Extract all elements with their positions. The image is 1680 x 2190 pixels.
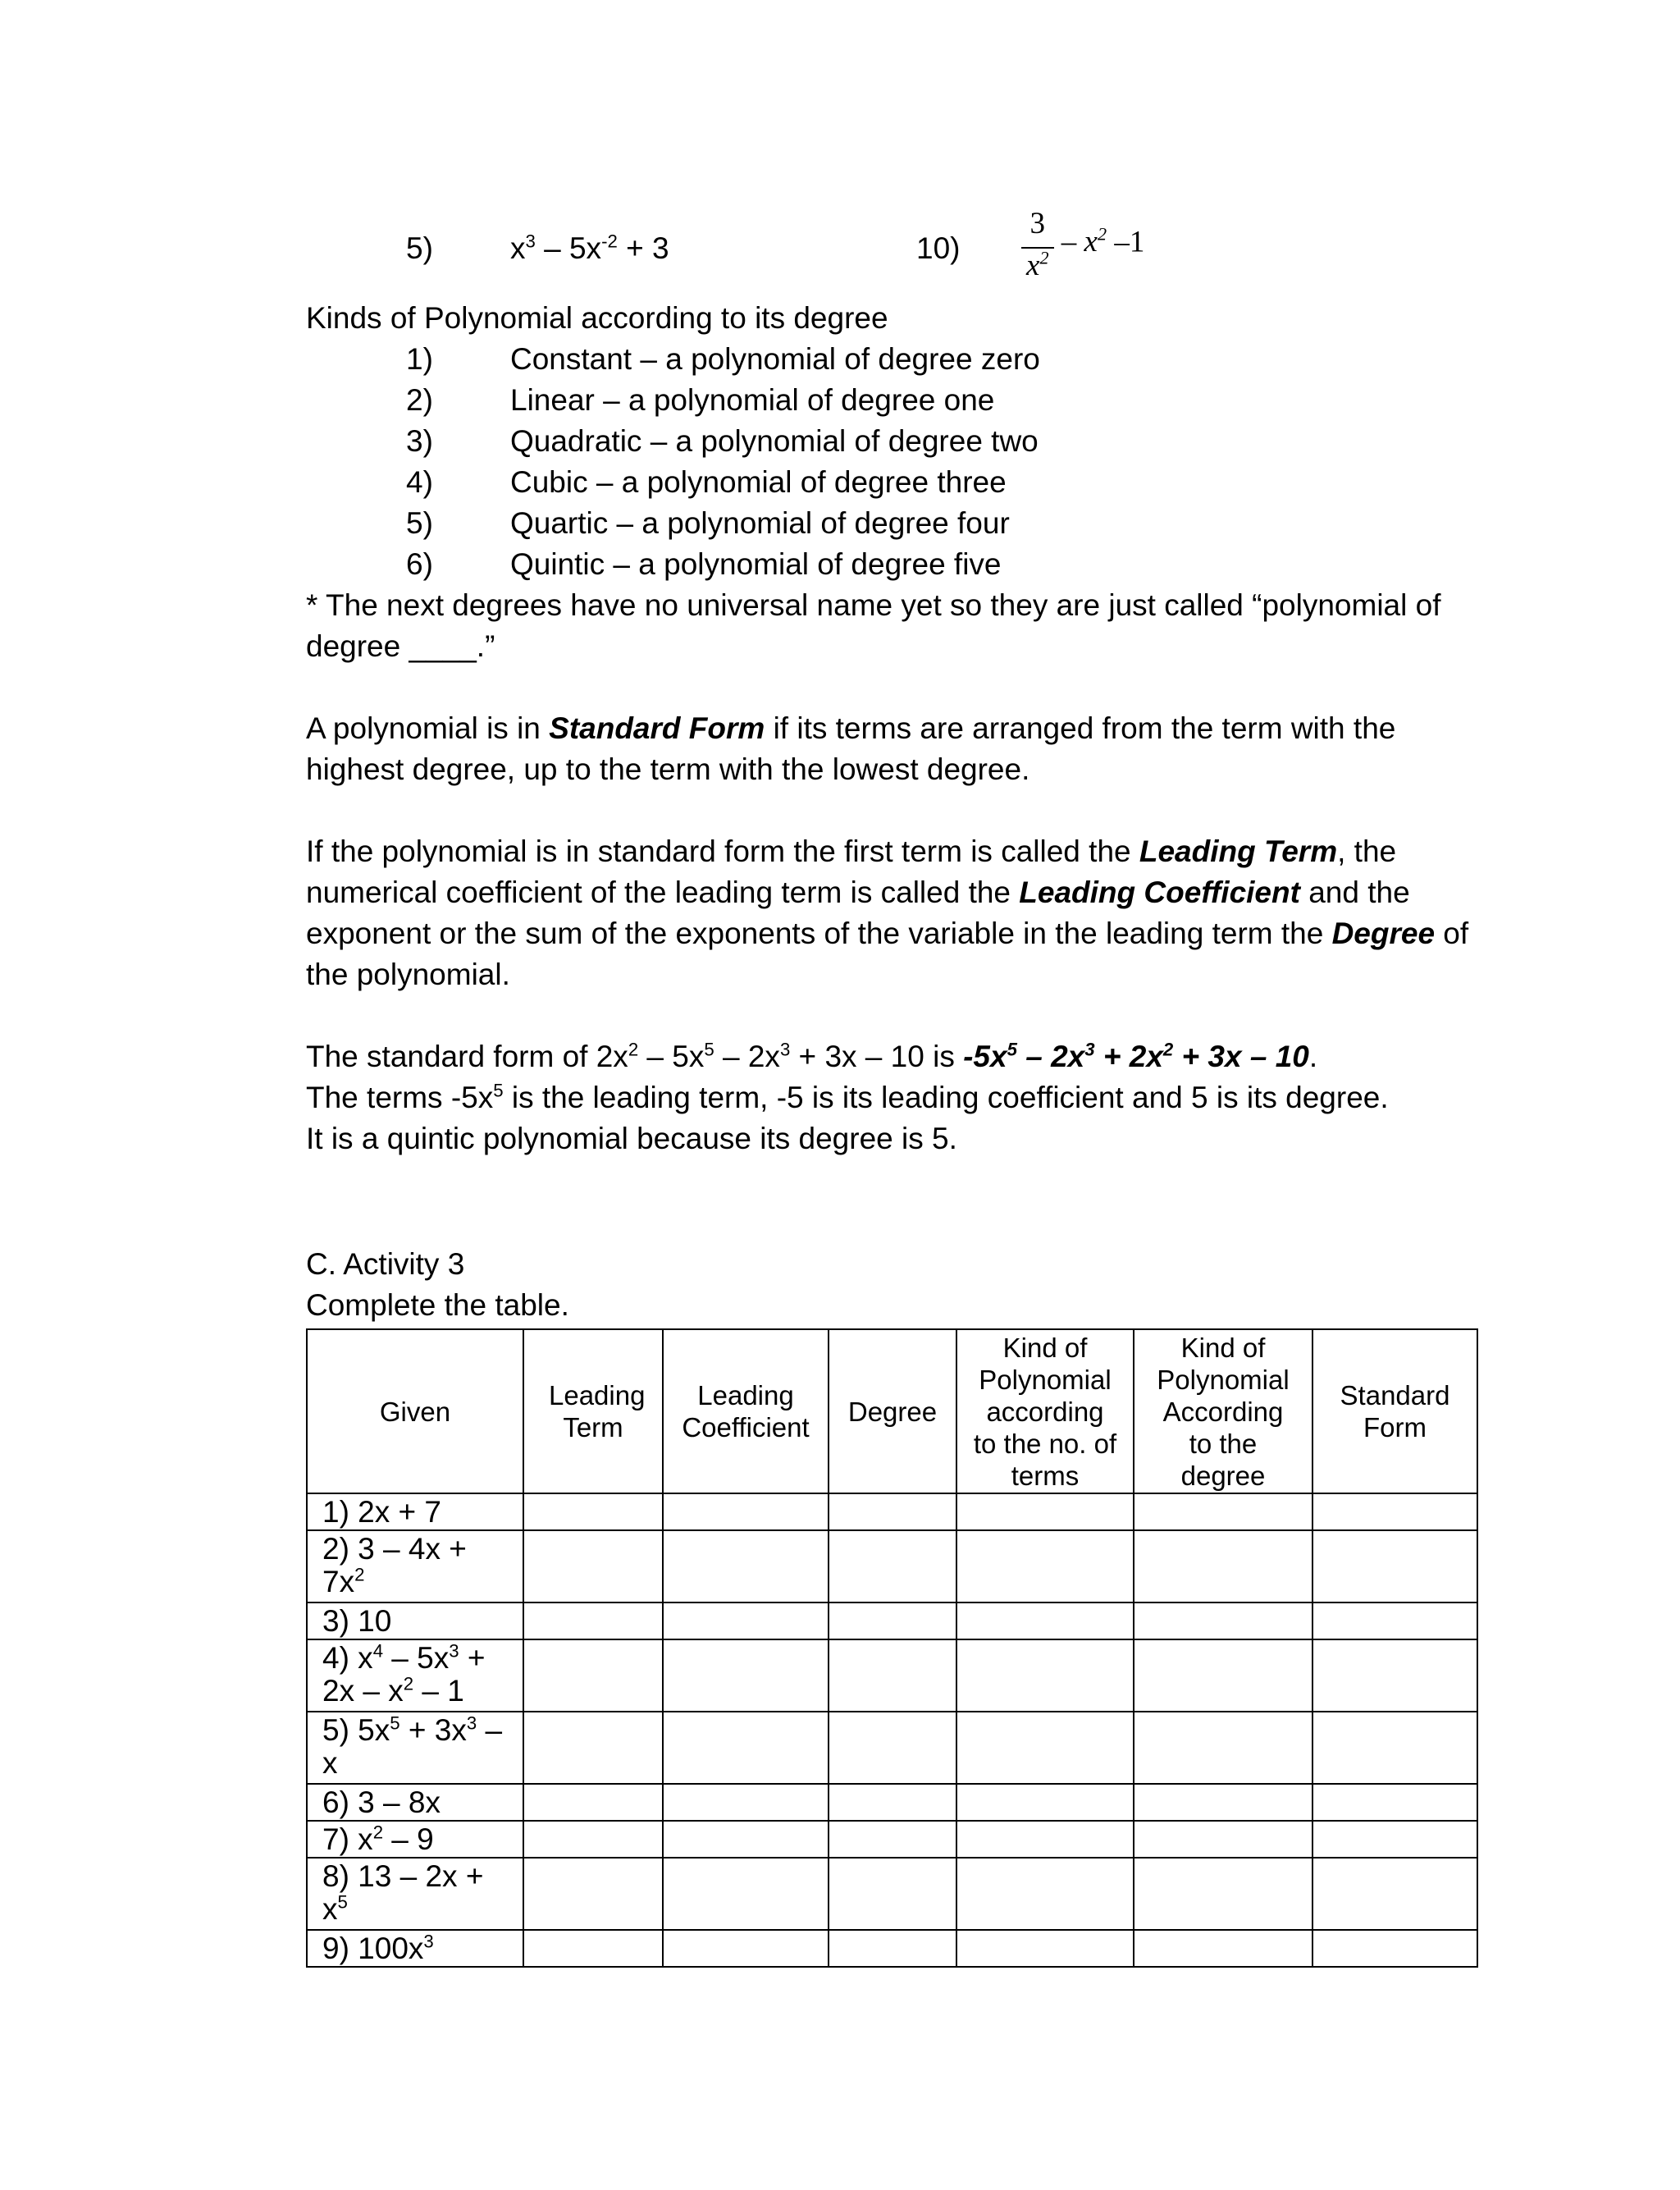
answer-cell[interactable] [956, 1930, 1134, 1967]
kinds-item-number: 3) [406, 424, 433, 458]
answer-cell[interactable] [1312, 1930, 1477, 1967]
answer-cell[interactable] [523, 1858, 663, 1930]
answer-cell[interactable] [1312, 1784, 1477, 1821]
answer-cell[interactable] [1134, 1530, 1312, 1602]
answer-cell[interactable] [663, 1784, 829, 1821]
kinds-item-text: Quintic – a polynomial of degree five [510, 547, 1002, 581]
header-leading-term: Leading Term [523, 1329, 663, 1493]
answer-cell[interactable] [663, 1821, 829, 1858]
given-cell: 8) $13 - 2x + x^5$ [307, 1858, 523, 1930]
table-row [307, 1930, 1477, 1967]
answer-cell[interactable] [663, 1602, 829, 1639]
answer-cell[interactable] [956, 1712, 1134, 1784]
answer-cell[interactable] [663, 1493, 829, 1530]
kinds-heading: Kinds of Polynomial according to its degree [306, 301, 888, 335]
answer-cell[interactable] [956, 1639, 1134, 1712]
answer-cell[interactable] [523, 1530, 663, 1602]
kinds-item-number: 6) [406, 547, 433, 581]
answer-cell[interactable] [663, 1530, 829, 1602]
example-item-5-expression: $x^3 - 5x^{-2} + 3$ [510, 231, 669, 265]
answer-cell[interactable] [663, 1930, 829, 1967]
table-row [307, 1858, 1477, 1930]
example-item-10-expression: $\frac{3}{x^2}$ – $x^2$ –1 [1021, 208, 1144, 281]
answer-cell[interactable] [956, 1493, 1134, 1530]
kinds-item-number: 5) [406, 506, 433, 540]
answer-cell[interactable] [523, 1784, 663, 1821]
example-item-10-number: 10) [916, 231, 961, 265]
answer-cell[interactable] [523, 1930, 663, 1967]
example-line-1: The standard form of $2x^2 - 5x^5 - 2x^3 + 3x - 10$ is $-5x^5 - 2x^3 + 2x^2 + 3x - 10$. [306, 1039, 1318, 1073]
answer-cell[interactable] [663, 1858, 829, 1930]
answer-cell[interactable] [956, 1602, 1134, 1639]
standard-form-term: Standard Form [549, 711, 765, 745]
kinds-item-text: Quartic – a polynomial of degree four [510, 506, 1010, 540]
standard-form-paragraph: A polynomial is in Standard Form if its terms are arranged from the term with the highest degree, up to the term with the lowest degree. [306, 711, 1396, 786]
kinds-item-text: Linear – a polynomial of degree one [510, 383, 995, 417]
table-header-row [307, 1329, 1477, 1493]
given-cell: 1) 2x + 7 [307, 1493, 523, 1530]
degree-term: Degree [1331, 917, 1436, 950]
given-cell: 6) 3 – 8x [307, 1784, 523, 1821]
answer-cell[interactable] [1134, 1858, 1312, 1930]
answer-cell[interactable] [1312, 1493, 1477, 1530]
given-cell: 5) $5x^5 + 3x^3 - x$ [307, 1712, 523, 1784]
answer-cell[interactable] [1312, 1858, 1477, 1930]
kinds-item-text: Cubic – a polynomial of degree three [510, 465, 1007, 499]
answer-cell[interactable] [1134, 1930, 1312, 1967]
header-given: Given [307, 1329, 523, 1493]
header-kind-by-terms: Kind of Polynomial according to the no. of terms [956, 1329, 1134, 1493]
kinds-item-text: Constant – a polynomial of degree zero [510, 342, 1040, 376]
given-cell: 4) $x^4 - 5x^3 + 2x - x^2 - 1$ [307, 1639, 523, 1712]
answer-cell[interactable] [523, 1821, 663, 1858]
answer-cell[interactable] [829, 1858, 956, 1930]
kinds-item-text: Quadratic – a polynomial of degree two [510, 424, 1039, 458]
table-row [307, 1712, 1477, 1784]
example-line-2: The terms $-5x^5$ is the leading term, -5 is its leading coefficient and 5 is its degree. [306, 1080, 1389, 1114]
kinds-note-line-2: degree ____.” [306, 629, 495, 663]
answer-cell[interactable] [1134, 1639, 1312, 1712]
example-item-5-number: 5) [406, 231, 433, 265]
given-cell: 3) 10 [307, 1602, 523, 1639]
header-degree: Degree [829, 1329, 956, 1493]
given-cell: 7) $x^2 - 9$ [307, 1821, 523, 1858]
answer-cell[interactable] [829, 1712, 956, 1784]
kinds-item-number: 4) [406, 465, 433, 499]
activity-title: C. Activity 3 [306, 1247, 465, 1281]
answer-cell[interactable] [956, 1530, 1134, 1602]
given-cell: 2) $3 - 4x + 7x^2$ [307, 1530, 523, 1602]
answer-cell[interactable] [523, 1712, 663, 1784]
answer-cell[interactable] [829, 1602, 956, 1639]
answer-cell[interactable] [1312, 1602, 1477, 1639]
answer-cell[interactable] [663, 1639, 829, 1712]
answer-cell[interactable] [1134, 1602, 1312, 1639]
table-row [307, 1639, 1477, 1712]
table-row [307, 1784, 1477, 1821]
leading-term-term: Leading Term [1139, 834, 1338, 868]
example-line-3: It is a quintic polynomial because its degree is 5. [306, 1122, 957, 1155]
table-row [307, 1602, 1477, 1639]
activity-table [306, 1328, 1478, 1968]
table-row [307, 1821, 1477, 1858]
answer-cell[interactable] [1312, 1821, 1477, 1858]
answer-cell[interactable] [1134, 1784, 1312, 1821]
answer-cell[interactable] [829, 1821, 956, 1858]
answer-cell[interactable] [663, 1712, 829, 1784]
leading-term-paragraph: If the polynomial is in standard form the first term is called the Leading Term, the numerical coefficient of the leading term is called the Leading Coefficient and the exponent or the sum of the exponents of the variable in the leading term the Degree of the polynomial. [306, 834, 1469, 991]
answer-cell[interactable] [829, 1784, 956, 1821]
kinds-note-line-1: * The next degrees have no universal name yet so they are just called “polynomial of [306, 588, 1441, 622]
header-standard-form: Standard Form [1312, 1329, 1477, 1493]
header-kind-by-degree: Kind of Polynomial According to the degree [1134, 1329, 1312, 1493]
leading-coefficient-term: Leading Coefficient [1019, 876, 1300, 909]
answer-cell[interactable] [829, 1493, 956, 1530]
activity-instruction: Complete the table. [306, 1288, 569, 1322]
answer-cell[interactable] [1134, 1712, 1312, 1784]
answer-cell[interactable] [956, 1784, 1134, 1821]
answer-cell[interactable] [956, 1821, 1134, 1858]
answer-cell[interactable] [1134, 1821, 1312, 1858]
kinds-item-number: 1) [406, 342, 433, 376]
answer-cell[interactable] [1312, 1530, 1477, 1602]
answer-cell[interactable] [523, 1639, 663, 1712]
answer-cell[interactable] [829, 1530, 956, 1602]
answer-cell[interactable] [1312, 1712, 1477, 1784]
header-leading-coefficient: Leading Coefficient [663, 1329, 829, 1493]
answer-cell[interactable] [1134, 1493, 1312, 1530]
given-cell: 9) $100x^3$ [307, 1930, 523, 1967]
kinds-item-number: 2) [406, 383, 433, 417]
answer-cell[interactable] [829, 1930, 956, 1967]
answer-cell[interactable] [523, 1602, 663, 1639]
fraction: $\frac{3}{x^2}$ [1021, 208, 1054, 281]
answer-cell[interactable] [829, 1639, 956, 1712]
table-row [307, 1530, 1477, 1602]
answer-cell[interactable] [523, 1493, 663, 1530]
table-row [307, 1493, 1477, 1530]
answer-cell[interactable] [1312, 1639, 1477, 1712]
answer-cell[interactable] [956, 1858, 1134, 1930]
